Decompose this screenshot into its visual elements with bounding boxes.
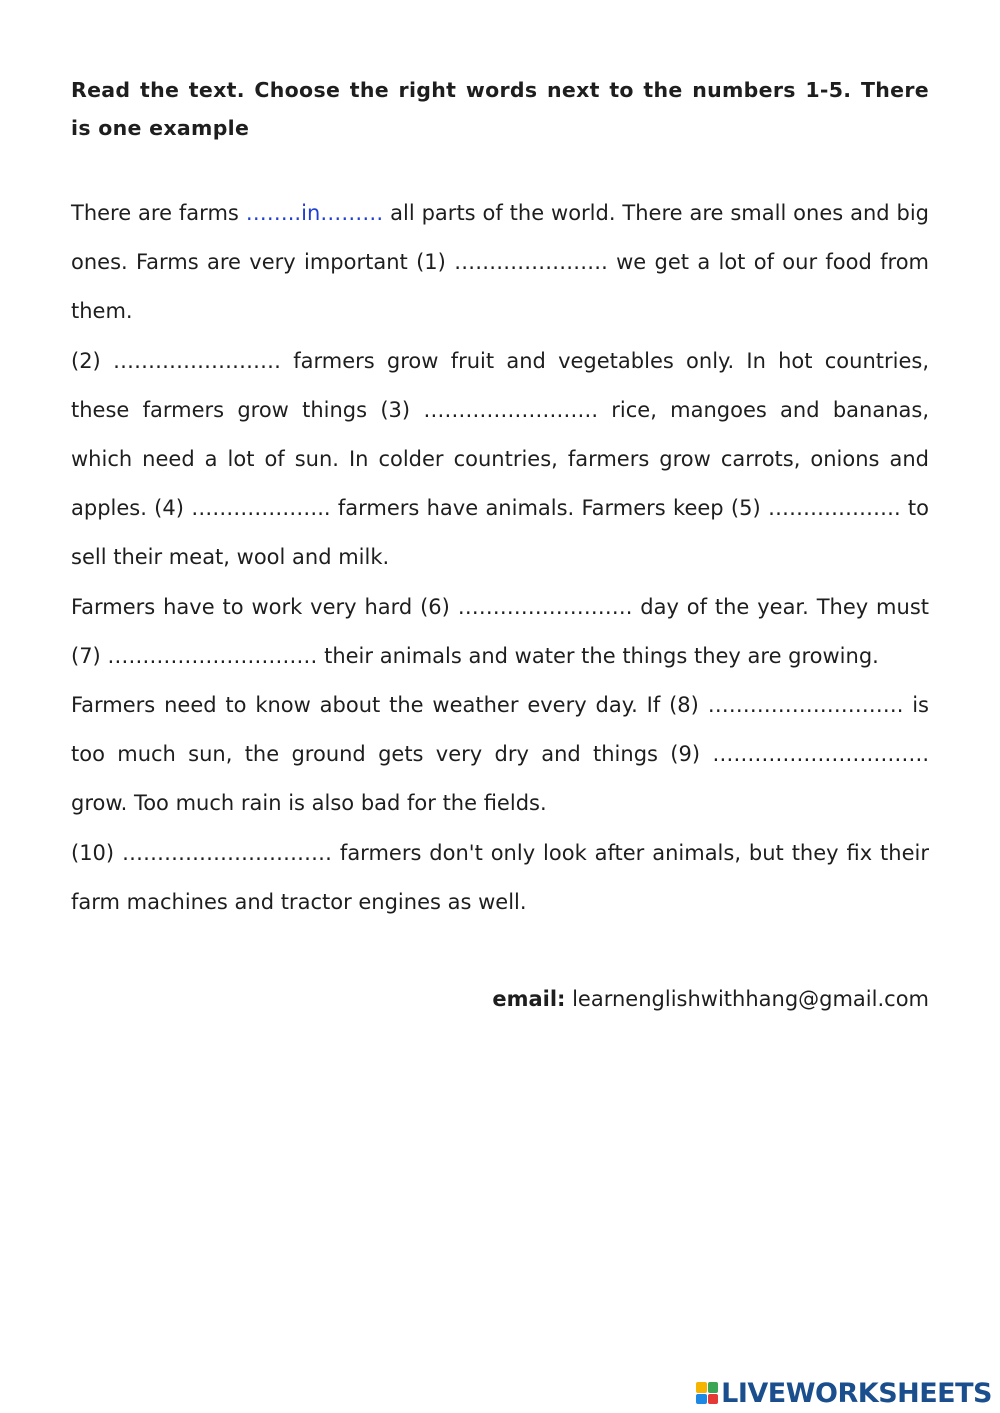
passage <box>71 189 929 927</box>
email-label: email: <box>492 987 566 1011</box>
watermark-text: LIVEWORKSHEETS <box>721 1377 992 1409</box>
liveworksheets-logo-icon <box>696 1382 718 1404</box>
example-answer <box>246 201 384 225</box>
paragraph-3: Farmers have to work very hard (6) ……………………. day of the year. They must (7) ………………………… their animals and water the things they are growing. <box>71 594 929 668</box>
example-answer-word: in <box>301 201 321 225</box>
paragraph-1-text-end: all parts of the world. There are small ones and big ones. Farms are very important (1) …………………. we get a lot of our food from them. <box>71 201 929 324</box>
email-line <box>492 975 929 1024</box>
paragraph-5: (10) ………………………… farmers don't only look after animals, but they fix their farm machines and tractor engines as well. <box>71 840 929 914</box>
paragraph-4: Farmers need to know about the weather every day. If (8) ………………………. is too much sun, the ground gets very dry and things (9) …………………………. grow. Too much rain is also bad for the fields. <box>71 693 929 816</box>
paragraph-1-text-start: There are farms <box>71 201 246 225</box>
email-address: learnenglishwithhang@gmail.com <box>565 987 929 1011</box>
instructions: Read the text. Choose the right words next to the numbers 1-5. There is one example <box>71 78 929 140</box>
example-lead-dots: …….. <box>245 201 302 225</box>
paragraph-2: (2) …………………… farmers grow fruit and vegetables only. In hot countries, these farmers grow things (3) ……………………. rice, mangoes and bananas, which need a lot of sun. In colder countries, farmers grow carrots, onions and apples. (4) ……………….. farmers have animals. Farmers keep (5) ………………. to sell their meat, wool and milk. <box>71 348 929 570</box>
paragraph-1 <box>71 189 929 337</box>
liveworksheets-watermark <box>696 1373 992 1413</box>
example-trail-dots: ……… <box>320 201 384 225</box>
